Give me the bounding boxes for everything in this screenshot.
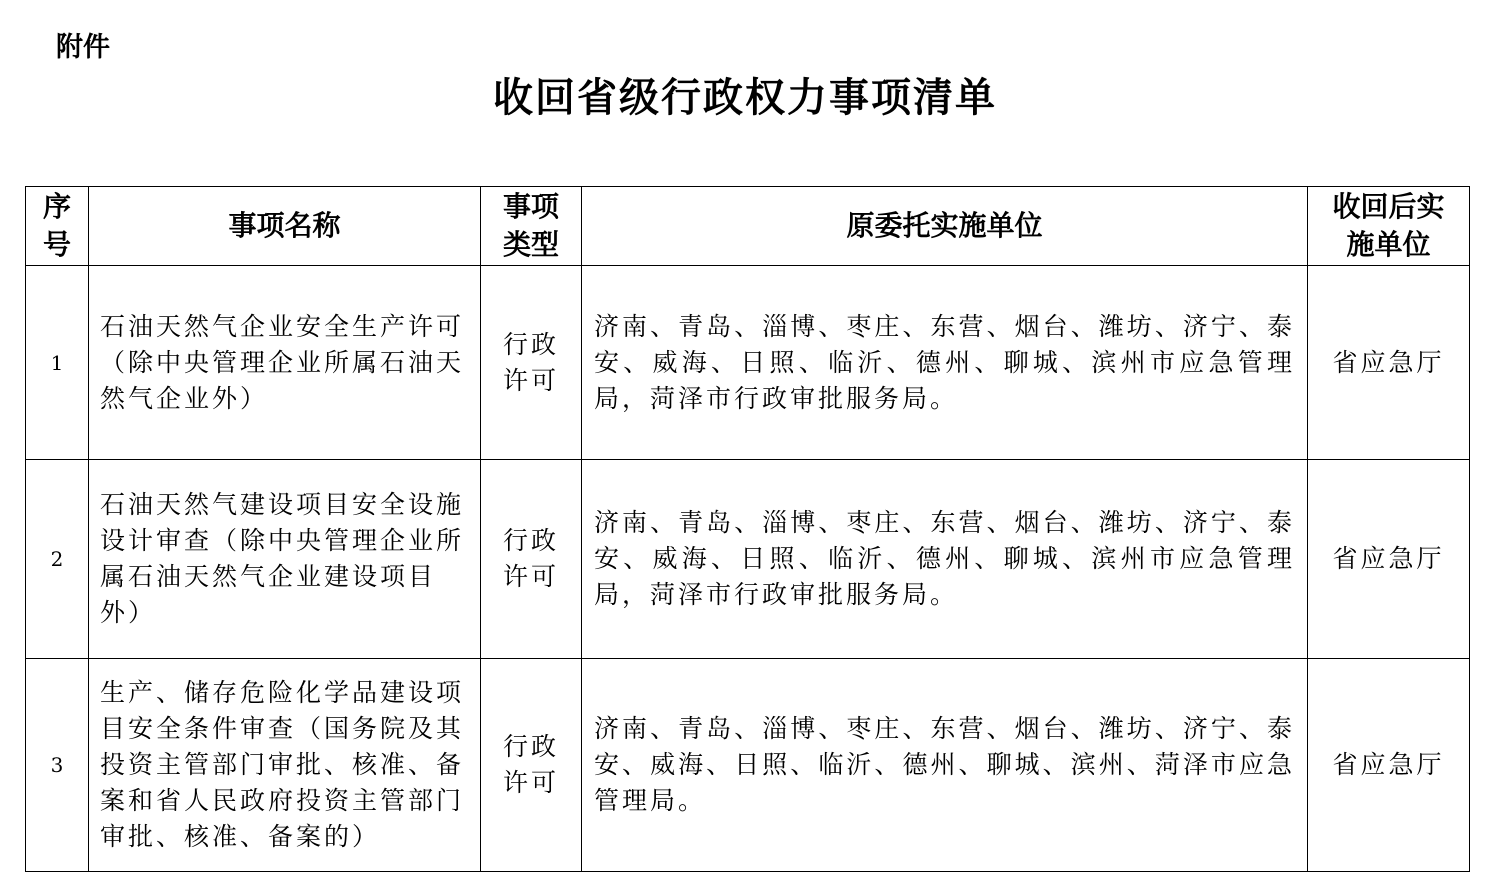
table-row: [26, 266, 1470, 460]
power-items-table: [25, 186, 1470, 872]
row-item-name: 石油天然气企业安全生产许可（除中央管理企业所属石油天然气企业外）: [89, 266, 481, 460]
row-item-type: 行政许可: [481, 659, 582, 872]
row-after-unit: 省应急厅: [1308, 659, 1470, 872]
row-after-unit: 省应急厅: [1308, 266, 1470, 460]
row-after-unit: 省应急厅: [1308, 460, 1470, 659]
row-seq: 2: [26, 460, 89, 659]
row-item-type: 行政许可: [481, 460, 582, 659]
header-original-unit: 原委托实施单位: [582, 187, 1308, 266]
row-item-name: 石油天然气建设项目安全设施设计审查（除中央管理企业所属石油天然气企业建设项目外）: [89, 460, 481, 659]
row-original-unit: 济南、青岛、淄博、枣庄、东营、烟台、潍坊、济宁、泰安、威海、日照、临沂、德州、聊城、滨州、菏泽市应急管理局。: [582, 659, 1308, 872]
header-after-unit: 收回后实施单位: [1308, 187, 1470, 266]
header-type: 事项类型: [481, 187, 582, 266]
row-item-name: 生产、储存危险化学品建设项目安全条件审查（国务院及其投资主管部门审批、核准、备案和省人民政府投资主管部门审批、核准、备案的）: [89, 659, 481, 872]
row-original-unit: 济南、青岛、淄博、枣庄、东营、烟台、潍坊、济宁、泰安、威海、日照、临沂、德州、聊城、滨州市应急管理局，菏泽市行政审批服务局。: [582, 266, 1308, 460]
table-header-row: [26, 187, 1470, 266]
row-original-unit: 济南、青岛、淄博、枣庄、东营、烟台、潍坊、济宁、泰安、威海、日照、临沂、德州、聊城、滨州市应急管理局，菏泽市行政审批服务局。: [582, 460, 1308, 659]
header-name: 事项名称: [89, 187, 481, 266]
row-seq: 3: [26, 659, 89, 872]
attachment-label: 附件: [56, 32, 110, 63]
header-seq: 序号: [26, 187, 89, 266]
table-row: [26, 460, 1470, 659]
table-row: [26, 659, 1470, 872]
row-item-type: 行政许可: [481, 266, 582, 460]
row-seq: 1: [26, 266, 89, 460]
document-title: 收回省级行政权力事项清单: [493, 75, 997, 121]
